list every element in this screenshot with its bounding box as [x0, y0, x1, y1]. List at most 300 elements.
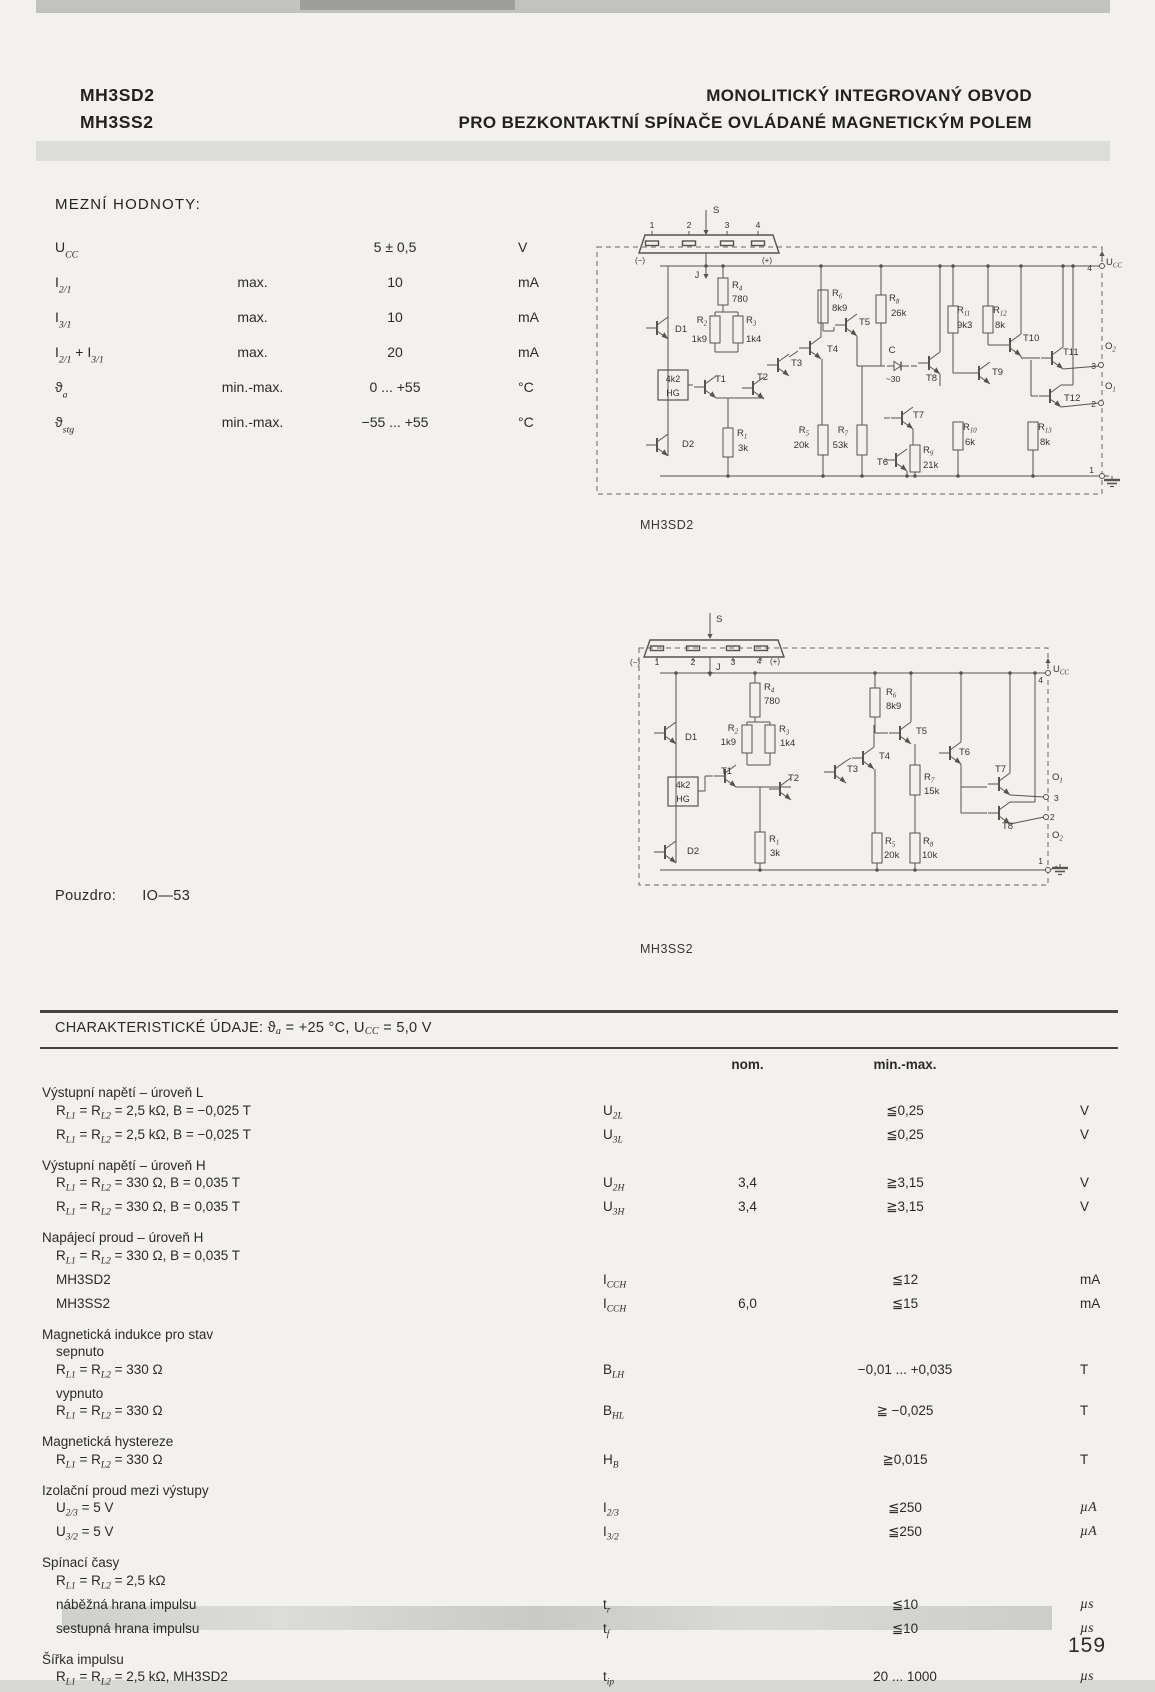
char-minmax: ≦250	[888, 1524, 922, 1539]
char-symbol	[585, 1247, 680, 1271]
schematic-label: T8	[926, 373, 938, 384]
scan-artifact-top-band	[36, 0, 1110, 13]
schematic-label: $O_2$	[1052, 830, 1063, 843]
char-condition: vypnuto	[56, 1385, 104, 1401]
char-minmax	[815, 1554, 995, 1572]
schematic-label: T4	[879, 751, 891, 762]
schematic-label: $R_{11}$	[957, 305, 971, 318]
schematic-label: D2	[682, 439, 695, 450]
schematic-label: T11	[1063, 347, 1079, 358]
char-minmax	[815, 1385, 995, 1403]
schematic-label: D2	[687, 846, 700, 857]
schematic-label: 26k	[891, 308, 907, 319]
schematic-label: 8k	[1040, 437, 1051, 448]
char-nom	[680, 1596, 815, 1620]
limit-condition: max.	[237, 344, 268, 360]
schematic-label: 1k9	[720, 737, 736, 748]
char-symbol: $B_{HL}$	[603, 1403, 625, 1422]
characteristics-section	[40, 1010, 1118, 1692]
char-minmax: ≦10	[891, 1596, 919, 1612]
schematic-label: 8k	[995, 320, 1006, 331]
scan-artifact-mid-band	[36, 141, 1110, 161]
char-row	[40, 1596, 1118, 1620]
schematic-label: 9k3	[957, 320, 973, 331]
char-minmax: ≦10	[891, 1620, 919, 1636]
limits-section	[55, 196, 585, 444]
char-symbol	[585, 1157, 680, 1175]
table-rule-top	[40, 1010, 1118, 1013]
limit-value: 5 ± 0,5	[373, 239, 417, 255]
limits-row	[55, 269, 585, 304]
char-minmax: ≧ −0,025	[876, 1403, 934, 1418]
char-nom	[680, 1385, 815, 1403]
char-unit: mA	[1080, 1271, 1101, 1287]
char-row	[40, 1523, 1118, 1547]
limit-value: 10	[387, 309, 403, 325]
schematic-label: $R_{13}$	[1038, 422, 1052, 435]
char-row	[40, 1402, 1118, 1426]
char-nom	[680, 1343, 815, 1361]
limit-condition: min.-max.	[221, 414, 284, 430]
schematic-label: (+)	[770, 657, 780, 666]
char-minmax: ≦0,25	[886, 1126, 924, 1142]
page-title	[458, 82, 1032, 136]
char-nom	[680, 1572, 815, 1596]
characteristics-column-headers	[40, 1057, 1118, 1077]
schematic-label: 2	[686, 220, 692, 230]
schematic-label: 1	[1089, 465, 1094, 475]
limit-condition: max.	[237, 274, 268, 290]
char-unit: mA	[1080, 1295, 1101, 1311]
char-unit: T	[1080, 1451, 1089, 1467]
schematic-label: $R_3$	[746, 315, 757, 328]
char-group-row	[40, 1229, 1118, 1247]
schematic-label: 20k	[884, 850, 900, 861]
char-row	[40, 1271, 1118, 1295]
schematic-label: 15k	[924, 786, 940, 797]
char-condition: Magnetická hystereze	[42, 1434, 174, 1449]
schematic-label: $R_5$	[885, 836, 896, 849]
schematic-label: 3k	[770, 848, 781, 859]
char-unit	[995, 1385, 1118, 1403]
char-unit	[995, 1343, 1118, 1361]
schematic-graphics	[639, 613, 1068, 885]
char-condition: $U_{3/2} = 5$ V	[56, 1524, 114, 1543]
char-minmax	[815, 1572, 995, 1596]
char-unit	[995, 1229, 1118, 1247]
char-row	[40, 1343, 1118, 1361]
char-group-row	[40, 1651, 1118, 1669]
title-line-1: MONOLITICKÝ INTEGROVANÝ OBVOD	[706, 86, 1032, 105]
schematic-label: D1	[685, 732, 698, 743]
schematic-label: T10	[1023, 333, 1040, 344]
char-symbol	[585, 1084, 680, 1102]
schematic-label: 4k2	[675, 780, 691, 790]
schematic-label: $R_7$	[837, 425, 848, 438]
char-symbol: $U_{3L}$	[603, 1126, 623, 1145]
limit-condition: min.-max.	[221, 379, 284, 395]
char-condition: $U_{2/3} = 5$ V	[56, 1500, 114, 1519]
char-minmax	[815, 1482, 995, 1500]
schematic-label: 1k9	[691, 334, 707, 345]
char-unit	[995, 1326, 1118, 1344]
column-header-minmax: min.-max.	[873, 1057, 937, 1072]
limit-unit: °C	[518, 414, 534, 430]
schematic-label: J	[716, 662, 721, 672]
char-nom	[680, 1433, 815, 1451]
schematic-label: T8	[1002, 821, 1014, 832]
char-row	[40, 1668, 1118, 1692]
schematic-label: $R_{10}$	[963, 422, 977, 435]
char-symbol: $U_{2L}$	[603, 1102, 623, 1121]
char-symbol	[585, 1554, 680, 1572]
char-symbol: $I_{CCH}$	[603, 1271, 627, 1290]
schematic-label: $R_1$	[769, 834, 780, 847]
schematic-label: $R_8$	[923, 836, 934, 849]
char-minmax: 20 ... 1000	[873, 1669, 937, 1684]
schematic-label: 3	[1054, 793, 1059, 803]
char-unit: µA	[1080, 1500, 1097, 1515]
schematic-label: 4	[1038, 675, 1043, 685]
limits-row	[55, 304, 585, 339]
char-group-row	[40, 1084, 1118, 1102]
char-nom	[680, 1482, 815, 1500]
part-number-2: MH3SS2	[80, 112, 154, 132]
schematic-label: $R_9$	[923, 445, 934, 458]
char-symbol: $t_f$	[603, 1620, 610, 1639]
schematic-label: 3	[730, 657, 736, 667]
char-nom	[680, 1271, 815, 1295]
char-nom	[680, 1102, 815, 1126]
col-spacer3	[995, 1057, 1118, 1077]
schematic-label: T6	[876, 457, 888, 468]
char-row	[40, 1247, 1118, 1271]
limit-condition	[205, 234, 300, 269]
char-condition: Výstupní napětí – úroveň L	[42, 1085, 204, 1100]
char-symbol	[585, 1572, 680, 1596]
schematic-label: $R_5$	[798, 425, 809, 438]
char-unit: T	[1080, 1361, 1089, 1377]
char-nom	[680, 1554, 815, 1572]
char-symbol: $I_{3/2}$	[603, 1524, 619, 1543]
char-symbol	[585, 1343, 680, 1361]
char-condition: Napájecí proud – úroveň H	[42, 1230, 204, 1245]
char-unit: µs	[1080, 1596, 1094, 1612]
schematic-label: $R_4$	[732, 280, 743, 293]
schematic-label: $R_7$	[924, 772, 935, 785]
schematic-label: 8k9	[832, 303, 848, 314]
schematic-label: T1	[721, 766, 733, 777]
schematic-label: (−)	[630, 658, 640, 667]
char-minmax	[815, 1229, 995, 1247]
char-symbol: $U_{2H}$	[603, 1175, 625, 1194]
char-unit: µs	[1080, 1669, 1094, 1684]
char-unit: V	[1080, 1126, 1090, 1142]
limit-unit: °C	[518, 379, 534, 395]
schematic-label: 3k	[738, 443, 749, 454]
char-row	[40, 1451, 1118, 1475]
schematic-label: $U_{CC}$	[1106, 257, 1122, 270]
schematic-label: T4	[827, 344, 839, 355]
char-minmax	[815, 1157, 995, 1175]
schematic-label: J	[694, 270, 700, 280]
char-minmax	[815, 1084, 995, 1102]
char-condition: náběžná hrana impulsu	[56, 1596, 197, 1612]
limit-symbol: $ϑ_a$	[55, 379, 68, 401]
char-condition: $R_{L1} = R_{L2} = 2,5$ kΩ, B = −0,025 T	[56, 1126, 251, 1145]
schematic-label: T7	[913, 410, 925, 421]
schematic-label: 8k9	[886, 701, 902, 712]
schematic-label: T6	[959, 747, 971, 758]
char-nom	[680, 1229, 815, 1247]
schematic-label: $O_1$	[1105, 381, 1116, 394]
mh3ss2-schematic	[595, 565, 1147, 960]
limit-symbol: $I_{2/1}$	[55, 274, 72, 296]
limit-symbol: $U_{CC}$	[55, 239, 79, 261]
char-symbol: $H_B$	[603, 1451, 619, 1470]
schematic-label: 20k	[793, 440, 809, 451]
limit-value: 10	[387, 274, 403, 290]
schematic-label: $O_2$	[1105, 341, 1116, 354]
char-condition: Magnetická indukce pro stav	[42, 1326, 214, 1342]
char-nom	[680, 1402, 815, 1426]
schematic-label: $R_2$	[696, 315, 707, 328]
char-row	[40, 1102, 1118, 1126]
schematic-label: T2	[788, 773, 800, 784]
char-row	[40, 1198, 1118, 1222]
char-unit	[995, 1157, 1118, 1175]
schematic-label: 4	[1087, 263, 1092, 273]
schematic-labels	[630, 614, 1069, 866]
col-spacer2	[585, 1057, 680, 1077]
char-nom	[680, 1651, 815, 1669]
schematic-label: ~30	[885, 374, 901, 384]
mh3sd2-caption: MH3SD2	[640, 518, 694, 532]
limits-heading: MEZNÍ HODNOTY:	[55, 196, 201, 213]
char-symbol	[585, 1433, 680, 1451]
char-condition: $R_{L1} = R_{L2} = 330$ Ω	[56, 1451, 163, 1470]
schematic-label: S	[713, 205, 720, 216]
char-unit	[995, 1433, 1118, 1451]
schematic-label: $R_3$	[779, 724, 790, 737]
schematic-labels	[635, 205, 1122, 475]
schematic-label: T3	[791, 358, 803, 369]
limit-symbol: $I_{3/1}$	[55, 309, 72, 331]
schematic-label: 4k2	[665, 374, 681, 384]
schematic-label: 2	[690, 657, 696, 667]
char-row	[40, 1361, 1118, 1385]
mh3ss2-schematic-figure	[595, 565, 1147, 903]
char-nom	[680, 1157, 815, 1175]
char-symbol: $B_{LH}$	[603, 1361, 625, 1380]
char-condition: $R_{L1} = R_{L2} = 2,5$ kΩ, MH3SD2	[56, 1669, 228, 1688]
char-condition: $R_{L1} = R_{L2} = 330$ Ω, B = 0,035 T	[56, 1199, 241, 1218]
char-symbol	[585, 1651, 680, 1669]
char-minmax: ≦15	[891, 1295, 919, 1311]
limit-value: −55 ... +55	[361, 414, 429, 430]
char-group-row	[40, 1326, 1118, 1344]
char-symbol	[585, 1229, 680, 1247]
char-nom	[680, 1247, 815, 1271]
char-unit: T	[1080, 1403, 1089, 1418]
schematic-label: $R_1$	[737, 428, 748, 441]
schematic-label: 3	[724, 220, 730, 230]
schematic-label: 21k	[923, 460, 939, 471]
char-symbol: $t_r$	[603, 1596, 611, 1615]
char-minmax	[815, 1343, 995, 1361]
char-group-row	[40, 1554, 1118, 1572]
char-row	[40, 1385, 1118, 1403]
char-minmax: −0,01 ... +0,035	[857, 1361, 953, 1377]
schematic-label: $R_{12}$	[993, 305, 1007, 318]
schematic-label: HG	[676, 794, 690, 804]
schematic-label: S	[716, 614, 723, 625]
char-symbol: $I_{2/3}$	[603, 1500, 619, 1519]
schematic-label: $R_4$	[764, 682, 775, 695]
schematic-label: 2	[1050, 812, 1055, 822]
schematic-label: T5	[916, 726, 928, 737]
schematic-label: 53k	[832, 440, 848, 451]
package-label: Pouzdro:	[55, 888, 117, 904]
char-row	[40, 1499, 1118, 1523]
char-symbol: $t_{ip}$	[603, 1669, 615, 1688]
schematic-graphics	[597, 210, 1120, 494]
char-unit: V	[1080, 1175, 1090, 1190]
limit-unit: V	[518, 239, 528, 255]
schematic-label: C	[888, 345, 896, 356]
limit-symbol: $I_{2/1} + I_{3/1}$	[55, 344, 104, 366]
char-symbol: $U_{3H}$	[603, 1199, 625, 1218]
limits-table	[55, 234, 585, 444]
schematic-label: $O_1$	[1052, 772, 1063, 785]
limit-unit: mA	[518, 309, 539, 325]
limits-row	[55, 374, 585, 409]
char-minmax: ≦0,25	[886, 1102, 924, 1118]
char-unit	[995, 1084, 1118, 1102]
char-unit	[995, 1572, 1118, 1596]
schematic-label: T5	[859, 317, 871, 328]
char-minmax: ≧3,15	[886, 1175, 924, 1190]
char-minmax	[815, 1326, 995, 1344]
char-nom	[680, 1523, 815, 1547]
char-unit	[995, 1554, 1118, 1572]
col-spacer	[40, 1057, 585, 1077]
char-row	[40, 1620, 1118, 1644]
char-minmax: ≧3,15	[886, 1199, 924, 1214]
char-nom	[680, 1084, 815, 1102]
char-nom	[680, 1126, 815, 1150]
char-nom	[680, 1361, 815, 1385]
char-condition: sepnuto	[56, 1344, 105, 1359]
char-unit: V	[1080, 1102, 1090, 1118]
title-line-2: PRO BEZKONTAKTNÍ SPÍNAČE OVLÁDANÉ MAGNETICKÝM POLEM	[458, 113, 1032, 132]
schematic-label: T7	[995, 764, 1007, 775]
scan-artifact-top-dark-band	[300, 0, 515, 10]
char-minmax	[815, 1651, 995, 1669]
char-unit	[995, 1482, 1118, 1500]
char-condition: Výstupní napětí – úroveň H	[42, 1157, 206, 1173]
limit-value: 0 ... +55	[369, 379, 421, 395]
schematic-label: 1k4	[780, 738, 796, 749]
char-unit	[995, 1247, 1118, 1271]
char-symbol: $I_{CCH}$	[603, 1295, 627, 1314]
char-minmax: ≦12	[891, 1271, 919, 1287]
mh3sd2-schematic-figure	[595, 200, 1147, 502]
schematic-label: 10k	[922, 850, 938, 861]
limits-row	[55, 339, 585, 374]
schematic-label: T1	[715, 374, 727, 385]
char-group-row	[40, 1482, 1118, 1500]
char-minmax	[815, 1433, 995, 1451]
char-symbol	[585, 1326, 680, 1344]
schematic-label: 3	[1091, 361, 1096, 371]
char-row	[40, 1126, 1118, 1150]
char-condition: $R_{L1} = R_{L2} = 2,5$ kΩ	[56, 1572, 166, 1591]
schematic-label: 4	[756, 656, 762, 666]
part-numbers	[80, 82, 155, 136]
limit-condition: max.	[237, 309, 268, 325]
schematic-label: 1k4	[746, 334, 762, 345]
schematic-label: HG	[666, 388, 680, 398]
char-minmax: ≦250	[888, 1500, 922, 1515]
schematic-label: 1	[654, 657, 660, 667]
schematic-label: $R_2$	[727, 723, 738, 736]
schematic-label: T3	[847, 764, 859, 775]
char-row	[40, 1572, 1118, 1596]
mh3ss2-caption: MH3SS2	[640, 942, 694, 956]
column-header-nom: nom.	[731, 1057, 764, 1072]
char-minmax: ≧0,015	[882, 1451, 928, 1467]
package-line	[55, 888, 190, 904]
limit-value: 20	[387, 344, 403, 360]
schematic-label: $R_6$	[832, 288, 843, 301]
char-symbol	[585, 1385, 680, 1403]
char-group-row	[40, 1433, 1118, 1451]
schematic-label: 1	[649, 220, 655, 230]
char-condition: $R_{L1} = R_{L2} = 330$ Ω	[56, 1403, 163, 1422]
char-minmax	[815, 1247, 995, 1271]
schematic-label: T2	[757, 372, 769, 383]
char-condition: $R_{L1} = R_{L2} = 330$ Ω	[56, 1361, 163, 1380]
char-nom	[680, 1620, 815, 1644]
schematic-label: 4	[755, 220, 761, 230]
char-condition: sestupná hrana impulsu	[56, 1620, 200, 1636]
schematic-label: D1	[675, 324, 688, 335]
char-condition: MH3SD2	[56, 1271, 111, 1287]
char-symbol	[585, 1482, 680, 1500]
characteristics-heading: CHARAKTERISTICKÉ ÚDAJE: ϑa = +25 °C, UCC = 5,0 V	[55, 1020, 432, 1038]
char-unit: V	[1080, 1199, 1090, 1214]
limit-symbol: $ϑ_{stg}$	[55, 414, 75, 436]
mh3sd2-schematic	[595, 200, 1147, 540]
char-nom	[680, 1451, 815, 1475]
char-row	[40, 1295, 1118, 1319]
limits-row	[55, 234, 585, 269]
schematic-label: (+)	[762, 256, 772, 265]
schematic-label: 6k	[965, 437, 976, 448]
char-condition: $R_{L1} = R_{L2} = 330$ Ω, B = 0,035 T	[56, 1175, 241, 1194]
char-condition: MH3SS2	[56, 1295, 111, 1311]
schematic-label: 1	[1038, 856, 1043, 866]
char-condition: Šířka impulsu	[42, 1651, 124, 1667]
package-value: IO—53	[142, 888, 191, 904]
char-condition: $R_{L1} = R_{L2} = 330$ Ω, B = 0,035 T	[56, 1247, 241, 1266]
limit-unit: mA	[518, 344, 539, 360]
characteristics-rows	[40, 1084, 1118, 1692]
limit-unit: mA	[518, 274, 539, 290]
schematic-label: (−)	[635, 256, 645, 265]
char-unit: µA	[1080, 1524, 1097, 1539]
